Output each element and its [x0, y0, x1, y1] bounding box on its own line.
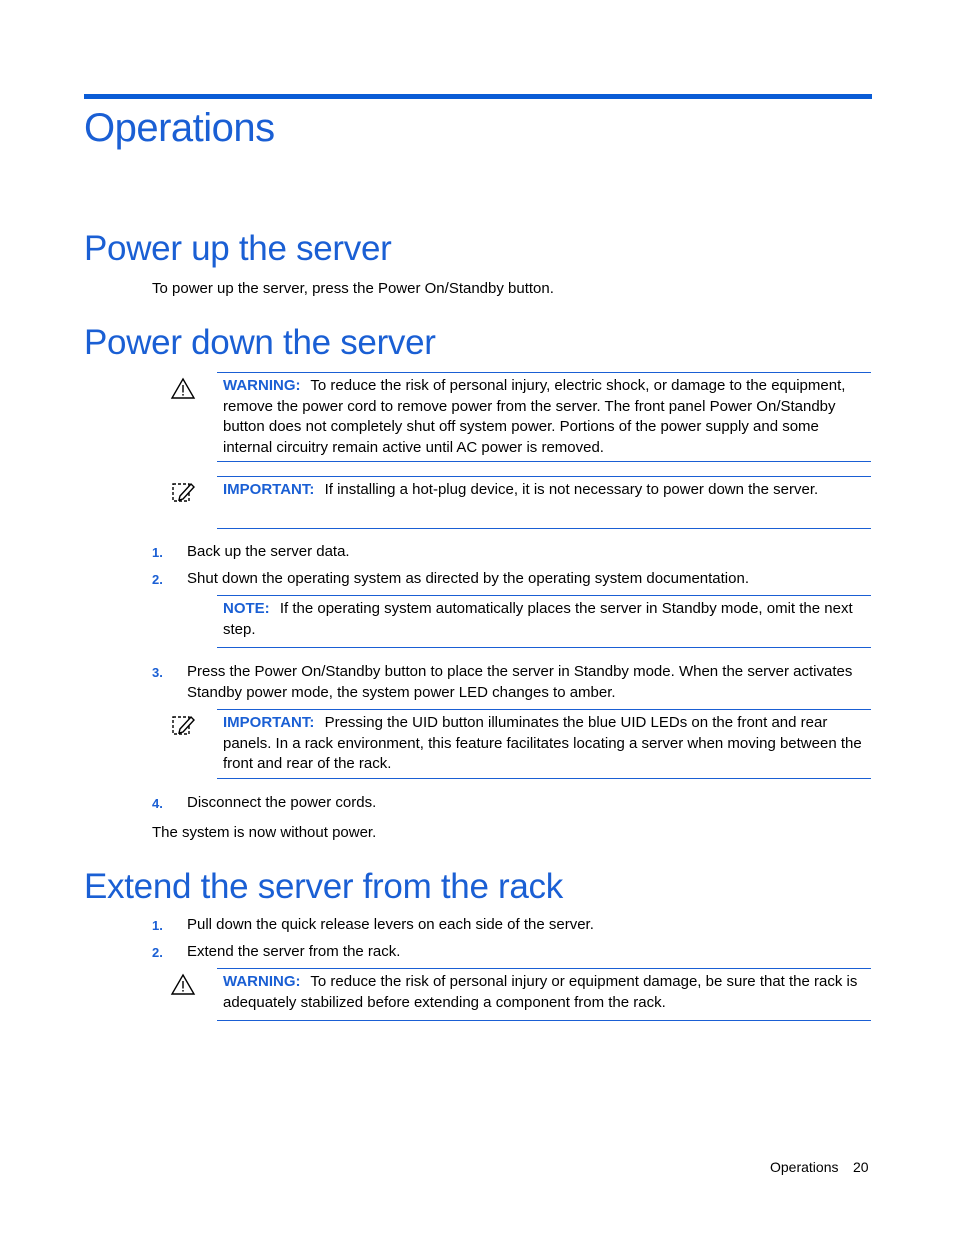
- step-number: 1.: [152, 545, 163, 560]
- warning-triangle-icon: [170, 376, 196, 407]
- step-text: Pull down the quick release levers on each side of the server.: [187, 916, 594, 933]
- power-up-text: To power up the server, press the Power On/Standby button.: [152, 280, 554, 297]
- important-note-icon: [170, 479, 196, 510]
- page-number: 20: [853, 1159, 869, 1175]
- important-text-2: Pressing the UID button illuminates the blue UID LEDs on the front and rear panels. In a rack environment, this feature facilitates locating a server when moving between the front and rear of the rack.: [223, 714, 862, 772]
- step-text: Back up the server data.: [187, 543, 350, 560]
- important-label-2: IMPORTANT:: [223, 714, 315, 731]
- important-label-1: IMPORTANT:: [223, 481, 315, 498]
- step-text: Extend the server from the rack.: [187, 943, 401, 960]
- section-title-extend: Extend the server from the rack: [84, 867, 563, 906]
- note-text: If the operating system automatically places the server in Standby mode, omit the next step.: [223, 600, 853, 638]
- step-number: 1.: [152, 918, 163, 933]
- step-text: Shut down the operating system as directed by the operating system documentation.: [187, 570, 749, 587]
- step-number: 3.: [152, 665, 163, 680]
- important-text-1: If installing a hot-plug device, it is not necessary to power down the server.: [324, 481, 819, 498]
- warning-text: To reduce the risk of personal injury or equipment damage, be sure that the rack is adequately stabilized before extending a component from the rack.: [223, 973, 858, 1011]
- closing-text: The system is now without power.: [152, 824, 377, 841]
- section-title-power-down: Power down the server: [84, 323, 436, 362]
- warning-text: To reduce the risk of personal injury, electric shock, or damage to the equipment, remove the power cord to remove power from the server. The front panel Power On/Standby button does not completely shut off system power. Portions of the power supply and some internal circuitry remain active until AC power is removed.: [223, 377, 846, 456]
- step-number: 4.: [152, 796, 163, 811]
- footer-section: Operations: [770, 1159, 839, 1175]
- warning-label: WARNING:: [223, 377, 301, 394]
- chapter-rule: [84, 94, 872, 99]
- note-callout: [217, 595, 871, 648]
- chapter-title: Operations: [84, 106, 275, 150]
- step-text: Press the Power On/Standby button to place the server in Standby mode. When the server activates Standby power mode, the system power LED changes to amber.: [187, 663, 853, 701]
- warning-triangle-icon: [170, 972, 196, 1003]
- important-note-icon: [170, 712, 196, 743]
- note-label: NOTE:: [223, 600, 270, 617]
- step-number: 2.: [152, 572, 163, 587]
- step-text: Disconnect the power cords.: [187, 794, 377, 811]
- warning-callout: [217, 372, 871, 462]
- section-title-power-up: Power up the server: [84, 229, 392, 268]
- warning-label: WARNING:: [223, 973, 301, 990]
- important-callout-1: [217, 476, 871, 529]
- important-callout-2: [217, 709, 871, 779]
- warning-callout-extend: [217, 968, 871, 1021]
- step-number: 2.: [152, 945, 163, 960]
